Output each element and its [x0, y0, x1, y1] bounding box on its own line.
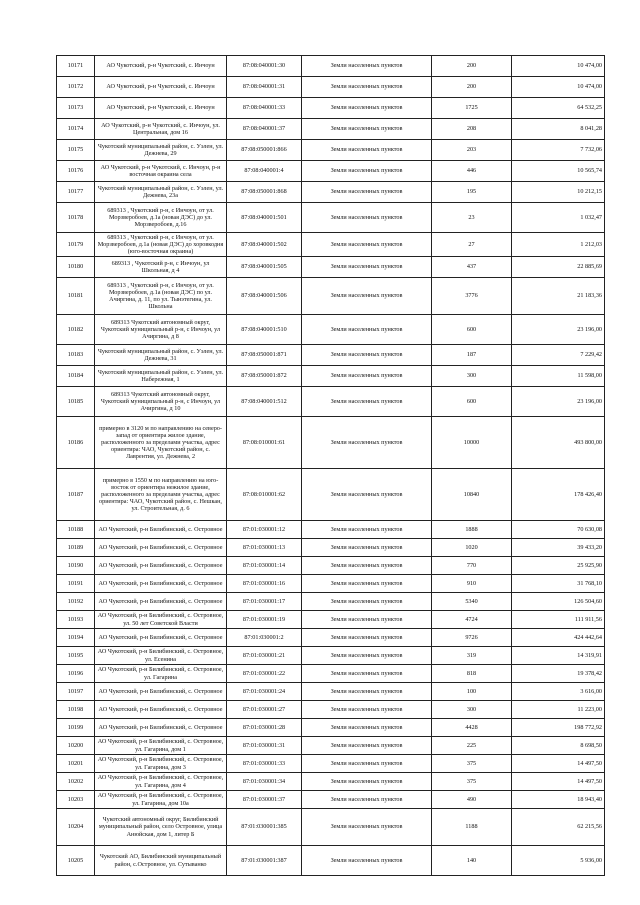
address-cell: АО Чукотский, р-н Чукотский, с. Инчоун [95, 77, 227, 98]
land-category: Земли населенных пунктов [302, 557, 432, 575]
address-cell: примерно в 3120 м по направлению на северо-запад от ориентира жилое здание, расположенного за пределами участка, адрес ориентира: ЧАО, Чукотский район, с. Лаврентия, ул. Дежнева, 2 [95, 417, 227, 469]
cadastral-value: 424 442,64 [512, 629, 605, 647]
address-cell: Чукотский муниципальный район, с. Уэлен, ул. Дежнева, 31 [95, 345, 227, 366]
area-value: 300 [432, 701, 512, 719]
cadastral-number: 87:01:030001:2 [227, 629, 302, 647]
area-value: 10840 [432, 469, 512, 521]
address-cell: АО Чукотский, р-н Билибинский, с. Островное [95, 593, 227, 611]
cadastral-value: 64 532,25 [512, 98, 605, 119]
land-category: Земли населенных пунктов [302, 809, 432, 846]
cadastral-value: 23 196,00 [512, 387, 605, 417]
row-number: 10185 [57, 387, 95, 417]
table-row [57, 575, 605, 593]
cadastral-number: 87:01:030001:21 [227, 647, 302, 665]
area-value: 1188 [432, 809, 512, 846]
address-cell: АО Чукотский, р-н Билибинский, с. Островное [95, 539, 227, 557]
cadastral-value: 11 598,00 [512, 366, 605, 387]
address-cell: АО Чукотский, р-н Билибинский, с. Островное, ул. Гагарина, дом 3 [95, 755, 227, 773]
table-row [57, 140, 605, 161]
cadastral-number: 87:01:030001:28 [227, 719, 302, 737]
area-value: 200 [432, 56, 512, 77]
row-number: 10178 [57, 203, 95, 233]
table-row [57, 469, 605, 521]
area-value: 9726 [432, 629, 512, 647]
land-category: Земли населенных пунктов [302, 257, 432, 278]
area-value: 27 [432, 233, 512, 257]
cadastral-value: 5 936,00 [512, 846, 605, 876]
cadastral-number: 87:08:040001:33 [227, 98, 302, 119]
row-number: 10183 [57, 345, 95, 366]
cadastral-value: 10 474,00 [512, 77, 605, 98]
address-cell: АО Чукотский, р-н Билибинский, с. Островное, ул. Гагарина, дом 10а [95, 791, 227, 809]
table-row [57, 665, 605, 683]
land-category: Земли населенных пунктов [302, 203, 432, 233]
table-row [57, 557, 605, 575]
cadastral-number: 87:01:030001:13 [227, 539, 302, 557]
area-value: 200 [432, 77, 512, 98]
cadastral-value: 8 698,50 [512, 737, 605, 755]
area-value: 1020 [432, 539, 512, 557]
row-number: 10171 [57, 56, 95, 77]
address-cell: 689313 , Чукотский р-н, с Инчоун, от ул. Морзверобоев, д.1а (новая ДЭС) до хоровкодня (юго-восточная окраина) [95, 233, 227, 257]
area-value: 187 [432, 345, 512, 366]
row-number: 10176 [57, 161, 95, 182]
cadastral-number: 87:08:040001:506 [227, 278, 302, 315]
address-cell: Чукотский муниципальный район, с. Уэлен, ул. Набережная, 1 [95, 366, 227, 387]
cadastral-number: 87:01:030001:31 [227, 737, 302, 755]
cadastral-number: 87:01:030001:16 [227, 575, 302, 593]
row-number: 10180 [57, 257, 95, 278]
cadastral-number: 87:01:030001:17 [227, 593, 302, 611]
area-value: 375 [432, 755, 512, 773]
cadastral-value: 7 732,06 [512, 140, 605, 161]
area-value: 100 [432, 683, 512, 701]
row-number: 10177 [57, 182, 95, 203]
address-cell: 689313 Чукотский автономный округ, Чукотский муниципальный р-н, с Инчоун, ул Ачиргина, д 10 [95, 387, 227, 417]
address-cell: 689313 , Чукотский р-н, с Инчоун, от ул. Морзверобоев, д.1а (новая ДЭС) по ул. Ачиргина, д. 11, по ул. Тынэтегина, ул. Школьна [95, 278, 227, 315]
table-row [57, 203, 605, 233]
area-value: 1725 [432, 98, 512, 119]
land-category: Земли населенных пунктов [302, 647, 432, 665]
cadastral-number: 87:08:040001:510 [227, 315, 302, 345]
cadastral-number: 87:01:030001:22 [227, 665, 302, 683]
area-value: 140 [432, 846, 512, 876]
address-cell: АО Чукотский, р-н Чукотский, с. Инчоун, ул. Центральная, дом 16 [95, 119, 227, 140]
row-number: 10192 [57, 593, 95, 611]
address-cell: Чукотский муниципальный район, с. Уэлен, ул. Дежнева, 23а [95, 182, 227, 203]
row-number: 10203 [57, 791, 95, 809]
table-row [57, 593, 605, 611]
table-row [57, 77, 605, 98]
table-row [57, 809, 605, 846]
address-cell: 689313 , Чукотский р-н, с Инчоун, ул Школьная, д 4 [95, 257, 227, 278]
cadastral-number: 87:08:050001:871 [227, 345, 302, 366]
address-cell: АО Чукотский, р-н Чукотский, с. Инчоун [95, 98, 227, 119]
address-cell: АО Чукотский, р-н Чукотский, с. Инчоун, р-н восточная окраина села [95, 161, 227, 182]
table-row [57, 161, 605, 182]
row-number: 10194 [57, 629, 95, 647]
land-category: Земли населенных пунктов [302, 77, 432, 98]
cadastral-value: 1 032,47 [512, 203, 605, 233]
cadastral-value: 1 212,03 [512, 233, 605, 257]
land-category: Земли населенных пунктов [302, 665, 432, 683]
area-value: 446 [432, 161, 512, 182]
area-value: 195 [432, 182, 512, 203]
cadastral-value: 19 378,42 [512, 665, 605, 683]
land-category: Земли населенных пунктов [302, 98, 432, 119]
land-category: Земли населенных пунктов [302, 791, 432, 809]
address-cell: АО Чукотский, р-н Билибинский, с. Островное [95, 701, 227, 719]
row-number: 10204 [57, 809, 95, 846]
row-number: 10172 [57, 77, 95, 98]
area-value: 225 [432, 737, 512, 755]
table-row [57, 755, 605, 773]
cadastral-number: 87:08:050001:868 [227, 182, 302, 203]
land-category: Земли населенных пунктов [302, 521, 432, 539]
row-number: 10173 [57, 98, 95, 119]
address-cell: АО Чукотский, р-н Билибинский, с. Островное [95, 719, 227, 737]
cadastral-value: 10 565,74 [512, 161, 605, 182]
cadastral-value: 493 800,00 [512, 417, 605, 469]
table-row [57, 387, 605, 417]
area-value: 600 [432, 387, 512, 417]
table-row [57, 345, 605, 366]
area-value: 3776 [432, 278, 512, 315]
table-row [57, 647, 605, 665]
cadastral-number: 87:08:010001:61 [227, 417, 302, 469]
cadastral-value: 21 183,36 [512, 278, 605, 315]
address-cell: АО Чукотский, р-н Билибинский, с. Островное [95, 557, 227, 575]
row-number: 10174 [57, 119, 95, 140]
area-value: 910 [432, 575, 512, 593]
cadastral-value: 70 630,08 [512, 521, 605, 539]
land-category: Земли населенных пунктов [302, 719, 432, 737]
cadastral-value: 10 474,00 [512, 56, 605, 77]
land-category: Земли населенных пунктов [302, 469, 432, 521]
table-row [57, 56, 605, 77]
row-number: 10186 [57, 417, 95, 469]
land-category: Земли населенных пунктов [302, 773, 432, 791]
table-row [57, 417, 605, 469]
address-cell: Чукотский автономный округ, Билибинский муниципальный район, село Островное, улица Анюйская, дом 1, литер Б [95, 809, 227, 846]
cadastral-number: 87:08:040001:512 [227, 387, 302, 417]
row-number: 10205 [57, 846, 95, 876]
land-category: Земли населенных пунктов [302, 182, 432, 203]
address-cell: АО Чукотский, р-н Билибинский, с. Островное [95, 575, 227, 593]
row-number: 10181 [57, 278, 95, 315]
cadastral-number: 87:01:030001:12 [227, 521, 302, 539]
cadastral-value: 23 196,00 [512, 315, 605, 345]
cadastral-value: 8 041,28 [512, 119, 605, 140]
row-number: 10193 [57, 611, 95, 629]
cadastral-value: 39 433,20 [512, 539, 605, 557]
table-row [57, 773, 605, 791]
address-cell: Чукотский АО, Билибинский муниципальный район, с.Островное, ул. Сутыванко [95, 846, 227, 876]
address-cell: 689313 , Чукотский р-н, с Инчоун, от ул. Морзверобоев, д.1а (новая ДЭС) до ул. Морзверобоев, д.16 [95, 203, 227, 233]
row-number: 10189 [57, 539, 95, 557]
land-category: Земли населенных пунктов [302, 387, 432, 417]
cadastral-value: 14 497,50 [512, 773, 605, 791]
table-row [57, 119, 605, 140]
row-number: 10187 [57, 469, 95, 521]
row-number: 10197 [57, 683, 95, 701]
cadastral-number: 87:08:040001:31 [227, 77, 302, 98]
row-number: 10195 [57, 647, 95, 665]
cadastral-number: 87:01:030001:387 [227, 846, 302, 876]
table-row [57, 182, 605, 203]
area-value: 10000 [432, 417, 512, 469]
area-value: 818 [432, 665, 512, 683]
area-value: 319 [432, 647, 512, 665]
table-row [57, 611, 605, 629]
table-row [57, 737, 605, 755]
cadastral-value: 14 497,50 [512, 755, 605, 773]
cadastral-value: 11 223,00 [512, 701, 605, 719]
land-category: Земли населенных пунктов [302, 683, 432, 701]
row-number: 10191 [57, 575, 95, 593]
row-number: 10182 [57, 315, 95, 345]
area-value: 4428 [432, 719, 512, 737]
table-row [57, 98, 605, 119]
area-value: 208 [432, 119, 512, 140]
cadastral-number: 87:01:030001:34 [227, 773, 302, 791]
table-row [57, 233, 605, 257]
cadastral-value: 62 215,56 [512, 809, 605, 846]
land-category: Земли населенных пунктов [302, 56, 432, 77]
row-number: 10184 [57, 366, 95, 387]
cadastral-number: 87:01:030001:33 [227, 755, 302, 773]
area-value: 203 [432, 140, 512, 161]
address-cell: АО Чукотский, р-н Билибинский, с. Островное [95, 521, 227, 539]
row-number: 10179 [57, 233, 95, 257]
cadastral-number: 87:08:040001:4 [227, 161, 302, 182]
row-number: 10188 [57, 521, 95, 539]
cadastral-value: 10 212,15 [512, 182, 605, 203]
row-number: 10175 [57, 140, 95, 161]
address-cell: АО Чукотский, р-н Билибинский, с. Островное [95, 683, 227, 701]
area-value: 375 [432, 773, 512, 791]
land-category: Земли населенных пунктов [302, 315, 432, 345]
land-category: Земли населенных пунктов [302, 611, 432, 629]
land-parcels-table [56, 55, 605, 876]
address-cell: АО Чукотский, р-н Билибинский, с. Островное [95, 629, 227, 647]
row-number: 10190 [57, 557, 95, 575]
address-cell: Чукотский муниципальный район, с. Уэлен, ул. Дежнева, 29 [95, 140, 227, 161]
table-row [57, 539, 605, 557]
address-cell: АО Чукотский, р-н Билибинский, с. Островное, ул. Гагарина, дом 1 [95, 737, 227, 755]
land-category: Земли населенных пунктов [302, 119, 432, 140]
cadastral-value: 111 911,56 [512, 611, 605, 629]
land-category: Земли населенных пунктов [302, 593, 432, 611]
table-row [57, 846, 605, 876]
land-category: Земли населенных пунктов [302, 737, 432, 755]
cadastral-number: 87:08:040001:505 [227, 257, 302, 278]
row-number: 10201 [57, 755, 95, 773]
row-number: 10199 [57, 719, 95, 737]
cadastral-value: 25 925,90 [512, 557, 605, 575]
land-category: Земли населенных пунктов [302, 417, 432, 469]
area-value: 490 [432, 791, 512, 809]
row-number: 10198 [57, 701, 95, 719]
land-category: Земли населенных пунктов [302, 755, 432, 773]
land-category: Земли населенных пунктов [302, 233, 432, 257]
area-value: 300 [432, 366, 512, 387]
cadastral-number: 87:08:040001:30 [227, 56, 302, 77]
area-value: 600 [432, 315, 512, 345]
land-category: Земли населенных пунктов [302, 278, 432, 315]
land-category: Земли населенных пунктов [302, 846, 432, 876]
land-category: Земли населенных пунктов [302, 701, 432, 719]
cadastral-value: 7 229,42 [512, 345, 605, 366]
cadastral-number: 87:01:030001:37 [227, 791, 302, 809]
land-category: Земли населенных пунктов [302, 140, 432, 161]
land-category: Земли населенных пунктов [302, 366, 432, 387]
cadastral-value: 22 885,69 [512, 257, 605, 278]
cadastral-number: 87:01:030001:27 [227, 701, 302, 719]
land-category: Земли населенных пунктов [302, 629, 432, 647]
table-row [57, 629, 605, 647]
row-number: 10202 [57, 773, 95, 791]
row-number: 10196 [57, 665, 95, 683]
table-row [57, 719, 605, 737]
cadastral-number: 87:08:040001:502 [227, 233, 302, 257]
cadastral-number: 87:01:030001:14 [227, 557, 302, 575]
area-value: 1888 [432, 521, 512, 539]
cadastral-number: 87:08:040001:37 [227, 119, 302, 140]
table-row [57, 683, 605, 701]
area-value: 5340 [432, 593, 512, 611]
cadastral-number: 87:08:010001:62 [227, 469, 302, 521]
address-cell: АО Чукотский, р-н Билибинский, с. Островное, ул. 50 лет Советской Власти [95, 611, 227, 629]
cadastral-number: 87:08:050001:866 [227, 140, 302, 161]
table-row [57, 315, 605, 345]
address-cell: АО Чукотский, р-н Билибинский, с. Островное, ул. Гагарина [95, 665, 227, 683]
address-cell: АО Чукотский, р-н Билибинский, с. Островное, ул. Есенина [95, 647, 227, 665]
land-category: Земли населенных пунктов [302, 539, 432, 557]
table-row [57, 791, 605, 809]
cadastral-value: 126 504,60 [512, 593, 605, 611]
cadastral-value: 14 319,91 [512, 647, 605, 665]
address-cell: АО Чукотский, р-н Билибинский, с. Островное, ул. Гагарина, дом 4 [95, 773, 227, 791]
table-row [57, 366, 605, 387]
table-row [57, 278, 605, 315]
cadastral-value: 3 616,00 [512, 683, 605, 701]
table-row [57, 701, 605, 719]
table-row [57, 257, 605, 278]
table-row [57, 521, 605, 539]
land-category: Земли населенных пунктов [302, 345, 432, 366]
address-cell: 689313 Чукотский автономный округ, Чукотский муниципальный р-н, с Инчоун, ул Ачиргина, д 8 [95, 315, 227, 345]
cadastral-value: 198 772,92 [512, 719, 605, 737]
row-number: 10200 [57, 737, 95, 755]
land-category: Земли населенных пунктов [302, 575, 432, 593]
land-category: Земли населенных пунктов [302, 161, 432, 182]
cadastral-number: 87:01:030001:19 [227, 611, 302, 629]
area-value: 770 [432, 557, 512, 575]
address-cell: примерно в 1550 м по направлению на юго-восток от ориентира нежилое здание, расположенного за пределами участка, адрес ориентира: ЧАО, Чукотский район, с. Нешкан, ул. Строительная, д. 6 [95, 469, 227, 521]
cadastral-value: 178 426,40 [512, 469, 605, 521]
area-value: 437 [432, 257, 512, 278]
cadastral-value: 31 768,10 [512, 575, 605, 593]
cadastral-number: 87:01:030001:24 [227, 683, 302, 701]
cadastral-number: 87:08:050001:872 [227, 366, 302, 387]
document-page [56, 55, 604, 876]
cadastral-value: 18 943,40 [512, 791, 605, 809]
cadastral-number: 87:08:040001:501 [227, 203, 302, 233]
area-value: 23 [432, 203, 512, 233]
area-value: 4724 [432, 611, 512, 629]
address-cell: АО Чукотский, р-н Чукотский, с. Инчоун [95, 56, 227, 77]
cadastral-number: 87:01:030001:385 [227, 809, 302, 846]
